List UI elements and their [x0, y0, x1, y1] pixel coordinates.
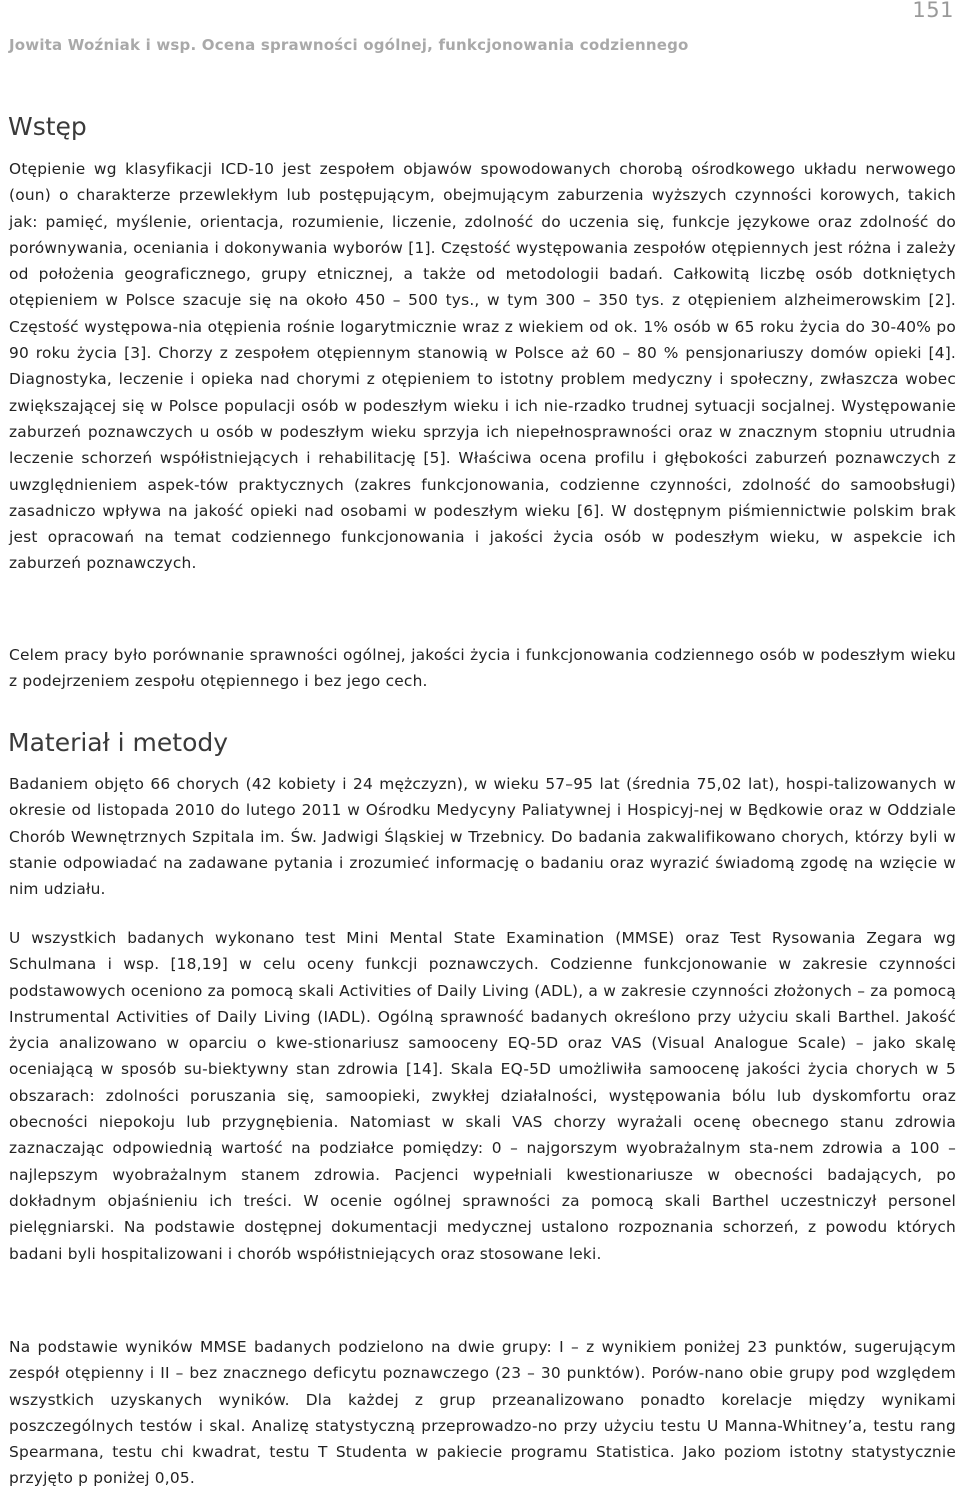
running-header: Jowita Woźniak i wsp. Ocena sprawności ogólnej, funkcjonowania codziennego: [9, 36, 689, 54]
methods-paragraph-1: Badaniem objęto 66 chorych (42 kobiety i 24 mężczyzn), w wieku 57–95 lat (średnia 75,02 lat), hospi-talizowanych w okresie od listopada 2010 do lutego 2011 w Ośrodku Medycyny Paliatywnej i Hospicyj-nej w Będkowie oraz w Oddziale Chorób Wewnętrznych Szpitala im. Św. Jadwigi Śląskiej w Trzebnicy. Do badania zakwalifikowano chorych, którzy byli w stanie odpowiadać na zadawane pytania i zrozumieć informację o badaniu oraz wyrazić świadomą zgodę na wzięcie w nim udziału.: [9, 775, 956, 899]
methods-paragraph-3: Na podstawie wyników MMSE badanych podzielono na dwie grupy: I – z wynikiem poniżej 23 punktów, sugerującym zespół otępienny i II – bez znacznego deficytu poznawczego (23 – 30 punktów). Porów-nano obie grupy pod względem wszystkich uzyskanych wyników. Dla każdej z grup przeanalizowano ponadto korelacje między wynikami poszczególnych testów i skal. Analizę statystyczną przeprowadzo-no przy użyciu testu U Manna-Whitney’a, testu rang Spearmana, testu chi kwadrat, testu T Studenta w pakiecie programu Statistica. Jako poziom istotny statystycznie przyjęto p poniżej 0,05.: [9, 1338, 956, 1488]
methods-paragraph-2: U wszystkich badanych wykonano test Mini Mental State Examination (MMSE) oraz Test Rysowania Zegara wg Schulmana i wsp. [18,19] w celu oceny funkcji poznawczych. Codzienne funkcjonowanie w zakresie czynności podstawowych oceniono za pomocą skali Activities of Daily Living (ADL), a w zakresie czynności złożonych – za pomocą Instrumental Activities of Daily Living (IADL). Ogólną sprawność badanych określono przy użyciu skali Barthel. Jakość życia analizowano w oparciu o kwe-stionariusz samooceny EQ-5D oraz VAS (Visual Analogue Scale) – jako skalę oceniającą w sposób su-biektywny stan zdrowia [14]. Skala EQ-5D umożliwiła samoocenę jakości życia chorych w 5 obszarach: zdolności poruszania się, samoopieki, zwykłej działalności, występowania bólu lub dyskomfortu oraz obecności niepokoju lub przygnębienia. Natomiast w skali VAS chorzy wyrażali ocenę obecnego stanu zdrowia zaznaczając odpowiednią wartość na podziałce pomiędzy: 0 – najgorszym wyobrażalnym sta-nem zdrowia a 100 – najlepszym wyobrażalnym stanem zdrowia. Pacjenci wypełniali kwestionariusze w obecności badających, po dokładnym objaśnieniu ich treści. W ocenie ogólnej sprawności za pomocą skali Barthel uczestniczył personel pielęgniarski. Na podstawie dostępnej dokumentacji medycznej ustalono rozpoznania schorzeń, z powodu których badani byli hospitalizowani i chorób współistniejących oraz stosowane leki.: [9, 929, 956, 1263]
intro-paragraph-1: Otępienie wg klasyfikacji ICD-10 jest zespołem objawów spowodowanych chorobą ośrodkowego układu nerwowego (oun) o charakterze przewlekłym lub postępującym, obejmującym zaburzenia wyższych czynności korowych, takich jak: pamięć, myślenie, orientacja, rozumienie, liczenie, zdolność do uczenia się, funkcje językowe oraz zdolność do porównywania, oceniania i dokonywania wyborów [1]. Częstość występowania zespołów otępiennych jest różna i zależy od położenia geograficznego, grupy etnicznej, a także od metodologii badań. Całkowitą liczbę osób dotkniętych otępieniem w Polsce szacuje się na około 450 – 500 tys., w tym 300 – 350 tys. z otępieniem alzheimerowskim [2]. Częstość występowa-nia otępienia rośnie logarytmicznie wraz z wiekiem od ok. 1% osób w 65 roku życia do 30-40% po 90 roku życia [3]. Chorzy z zespołem otępiennym stanowią w Polsce aż 60 – 80 % pensjonariuszy domów opieki [4]. Diagnostyka, leczenie i opieka nad chorymi z otępieniem to istotny problem medyczny i społeczny, zwłaszcza wobec zwiększającej się w Polsce populacji osób w podeszłym wieku i ich nie-rzadko trudnej sytuacji socjalnej. Występowanie zaburzeń poznawczych u osób w podeszłym wieku sprzyja ich niepełnosprawności oraz w znacznym stopniu utrudnia leczenie schorzeń współistniejących i rehabilitację [5]. Właściwa ocena profilu i głębokości zaburzeń poznawczych z uwzględnieniem aspek-tów praktycznych (zakres funkcjonowania, codzienne czynności, zdolność do samoobsługi) zasadniczo wpływa na jakość opieki nad osobami w podeszłym wieku [6]. W dostępnym piśmiennictwie polskim brak jest opracowań na temat codziennego funkcjonowania i jakości życia osób w podeszłym wieku, w aspekcie ich zaburzeń poznawczych.: [9, 160, 956, 573]
page-number: 151: [912, 0, 954, 22]
intro-paragraph-2: Celem pracy było porównanie sprawności ogólnej, jakości życia i funkcjonowania codziennego osób w podeszłym wieku z podejrzeniem zespołu otępiennego i bez jego cech.: [9, 646, 956, 691]
methods-heading: Materiał i metody: [8, 728, 229, 757]
intro-heading: Wstęp: [8, 112, 87, 141]
